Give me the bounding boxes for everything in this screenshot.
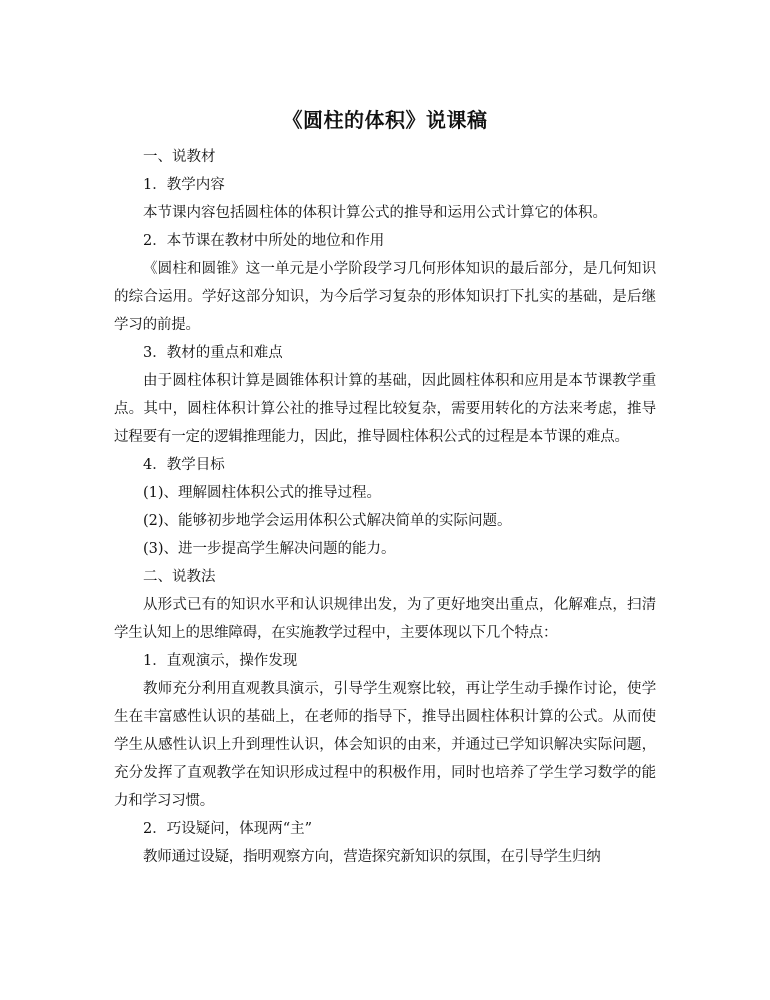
list-item: (3)、进一步提高学生解决问题的能力。: [143, 541, 396, 557]
list-item: (1)、理解圆柱体积公式的推导过程。: [143, 485, 382, 501]
subsection-heading: 1．直观演示，操作发现: [143, 653, 298, 669]
paragraph: 教师通过设疑，指明观察方向，营造探究新知识的氛围，在引导学生归纳: [143, 849, 601, 865]
document-title: 《圆柱的体积》说课稿: [282, 108, 488, 132]
list-item: (2)、能够初步地学会运用体积公式解决简单的实际问题。: [143, 513, 512, 529]
subsection-heading: 1．教学内容: [143, 177, 225, 193]
subsection-heading: 2．本节课在教材中所处的地位和作用: [143, 233, 385, 249]
subsection-heading: 2．巧设疑问，体现两“主”: [143, 821, 313, 837]
paragraph: 《圆柱和圆锥》这一单元是小学阶段学习几何形体知识的最后部分，是几何知识的综合运用。学好这部分知识，为今后学习复杂的形体知识打下扎实的基础，是后继学习的前提。: [114, 261, 656, 333]
paragraph: 由于圆柱体积计算是圆锥体积计算的基础，因此圆柱体积和应用是本节课教学重点。其中，圆柱体积计算公社的推导过程比较复杂，需要用转化的方法来考虑，推导过程要有一定的逻辑推理能力，因此，推导圆柱体积公式的过程是本节课的难点。: [114, 373, 656, 445]
subsection-heading: 4．教学目标: [143, 457, 225, 473]
section-heading: 一、说教材: [143, 149, 216, 165]
subsection-heading: 3．教材的重点和难点: [143, 345, 283, 361]
paragraph: 教师充分利用直观教具演示，引导学生观察比较，再让学生动手操作讨论，使学生在丰富感性认识的基础上，在老师的指导下，推导出圆柱体积计算的公式。从而使学生从感性认识上升到理性认识，体会知识的由来，并通过已学知识解决实际问题，充分发挥了直观教学在知识形成过程中的积极作用，同时也培养了学生学习数学的能力和学习习惯。: [114, 681, 656, 809]
document-body: [114, 143, 656, 871]
paragraph: 本节课内容包括圆柱体的体积计算公式的推导和运用公式计算它的体积。: [143, 205, 607, 221]
paragraph: 从形式已有的知识水平和认识规律出发，为了更好地突出重点，化解难点，扫清学生认知上的思维障碍，在实施教学过程中，主要体现以下几个特点：: [114, 597, 656, 641]
section-heading: 二、说教法: [143, 569, 216, 585]
